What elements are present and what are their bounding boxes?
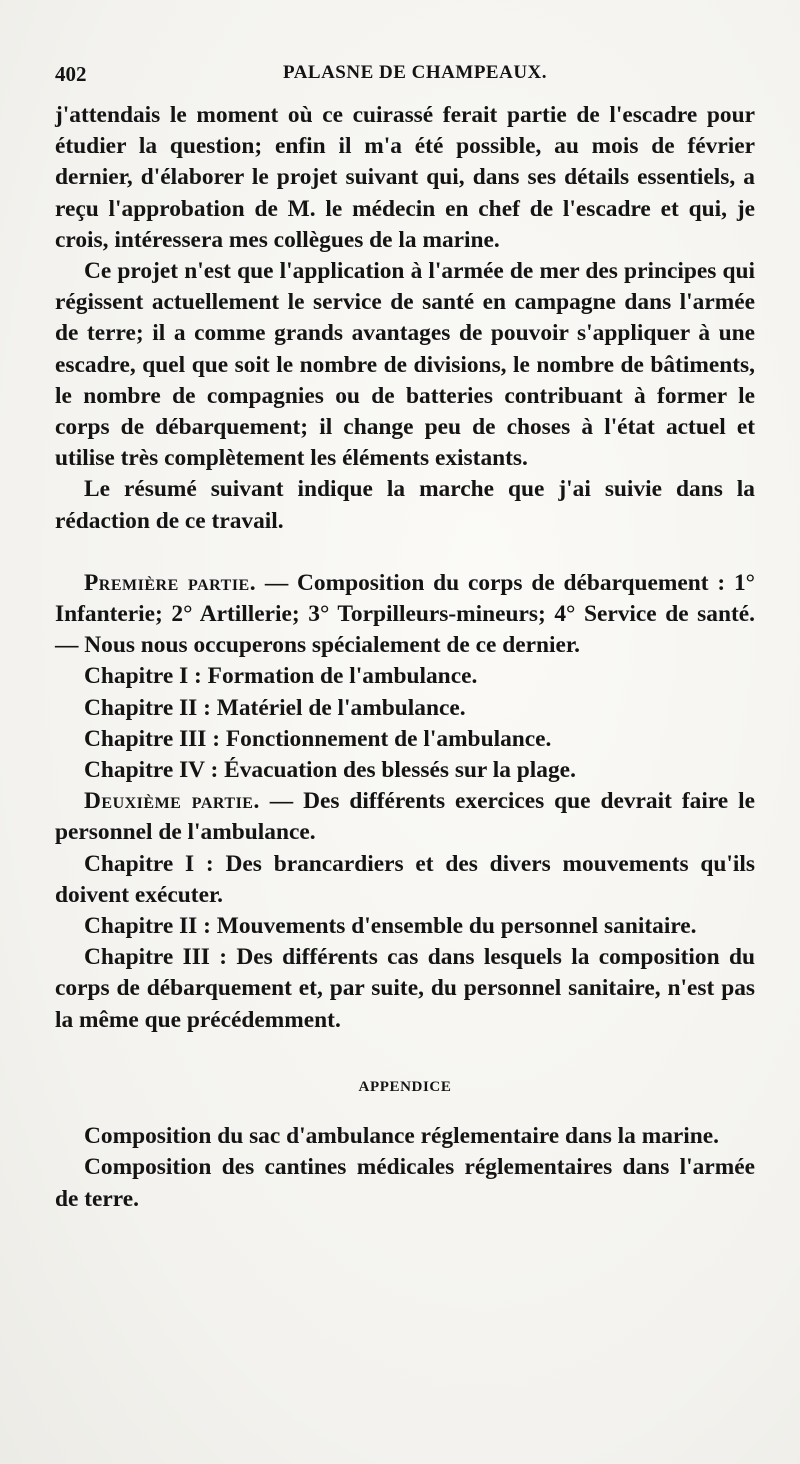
part-1-summary xyxy=(55,568,755,662)
paragraph-3: Le résumé suivant indique la marche que j'ai suivie dans la rédaction de ce travail. xyxy=(55,476,755,534)
appendice-item-1: Composition du sac d'ambulance réglementaire dans la marine. xyxy=(84,1123,720,1150)
part-2-label: Deuxième partie. xyxy=(84,788,260,815)
running-title: PALASNE DE CHAMPEAUX. xyxy=(283,62,548,83)
page-number: 402 xyxy=(55,62,87,86)
part-1-text: — Composition du corps de débarquement : 1° Infanterie; 2° Artillerie; 3° Torpilleurs-mineurs; 4° Service de santé. — Nous nous occuperons spécialement de ce dernier. xyxy=(55,569,755,659)
appendice-heading: APPENDICE xyxy=(358,1078,452,1095)
part-1-chapter-3: Chapitre III : Fonctionnement de l'ambulance. xyxy=(84,725,552,752)
part-1-label: Première partie. xyxy=(84,569,257,596)
appendice-item-2: Composition des cantines médicales réglementaires dans l'armée de terre. xyxy=(55,1154,755,1212)
part-1-chapter-1: Chapitre I : Formation de l'ambulance. xyxy=(84,663,478,690)
part-2-text: — Des différents exercices que devrait faire le personnel de l'ambulance. xyxy=(55,788,755,846)
part-2-chapter-2: Chapitre II : Mouvements d'ensemble du personnel sanitaire. xyxy=(84,913,697,940)
part-1-chapter-4: Chapitre IV : Évacuation des blessés sur la plage. xyxy=(84,757,576,784)
paragraph-1: j'attendais le moment où ce cuirassé ferait partie de l'escadre pour étudier la question; enfin il m'a été possible, au mois de février dernier, d'élaborer le projet suivant qui, dans ses détails essentiels, a reçu l'approbation de M. le médecin en chef de l'escadre et qui, je crois, intéressera mes collègues de la marine. xyxy=(55,102,755,253)
body-text xyxy=(55,100,755,1215)
part-2-chapter-3: Chapitre III : Des différents cas dans lesquels la composition du corps de débarquement et, par suite, du personnel sanitaire, n'est pas la même que précédemment. xyxy=(55,944,755,1033)
paragraph-2: Ce projet n'est que l'application à l'armée de mer des principes qui régissent actuellement le service de santé en campagne dans l'armée de terre; il a comme grands avantages de pouvoir s'appliquer à une escadre, quel que soit le nombre de divisions, le nombre de bâtiments, le nombre de compagnies ou de batteries contribuant à former le corps de débarquement; il change peu de choses à l'état actuel et utilise très complètement les éléments existants. xyxy=(55,258,755,472)
page-header xyxy=(55,62,755,92)
part-1-chapter-2: Chapitre II : Matériel de l'ambulance. xyxy=(84,694,466,721)
part-2-summary xyxy=(55,786,755,848)
part-2-chapter-1: Chapitre I : Des brancardiers et des divers mouvements qu'ils doivent exécuter. xyxy=(55,850,755,908)
